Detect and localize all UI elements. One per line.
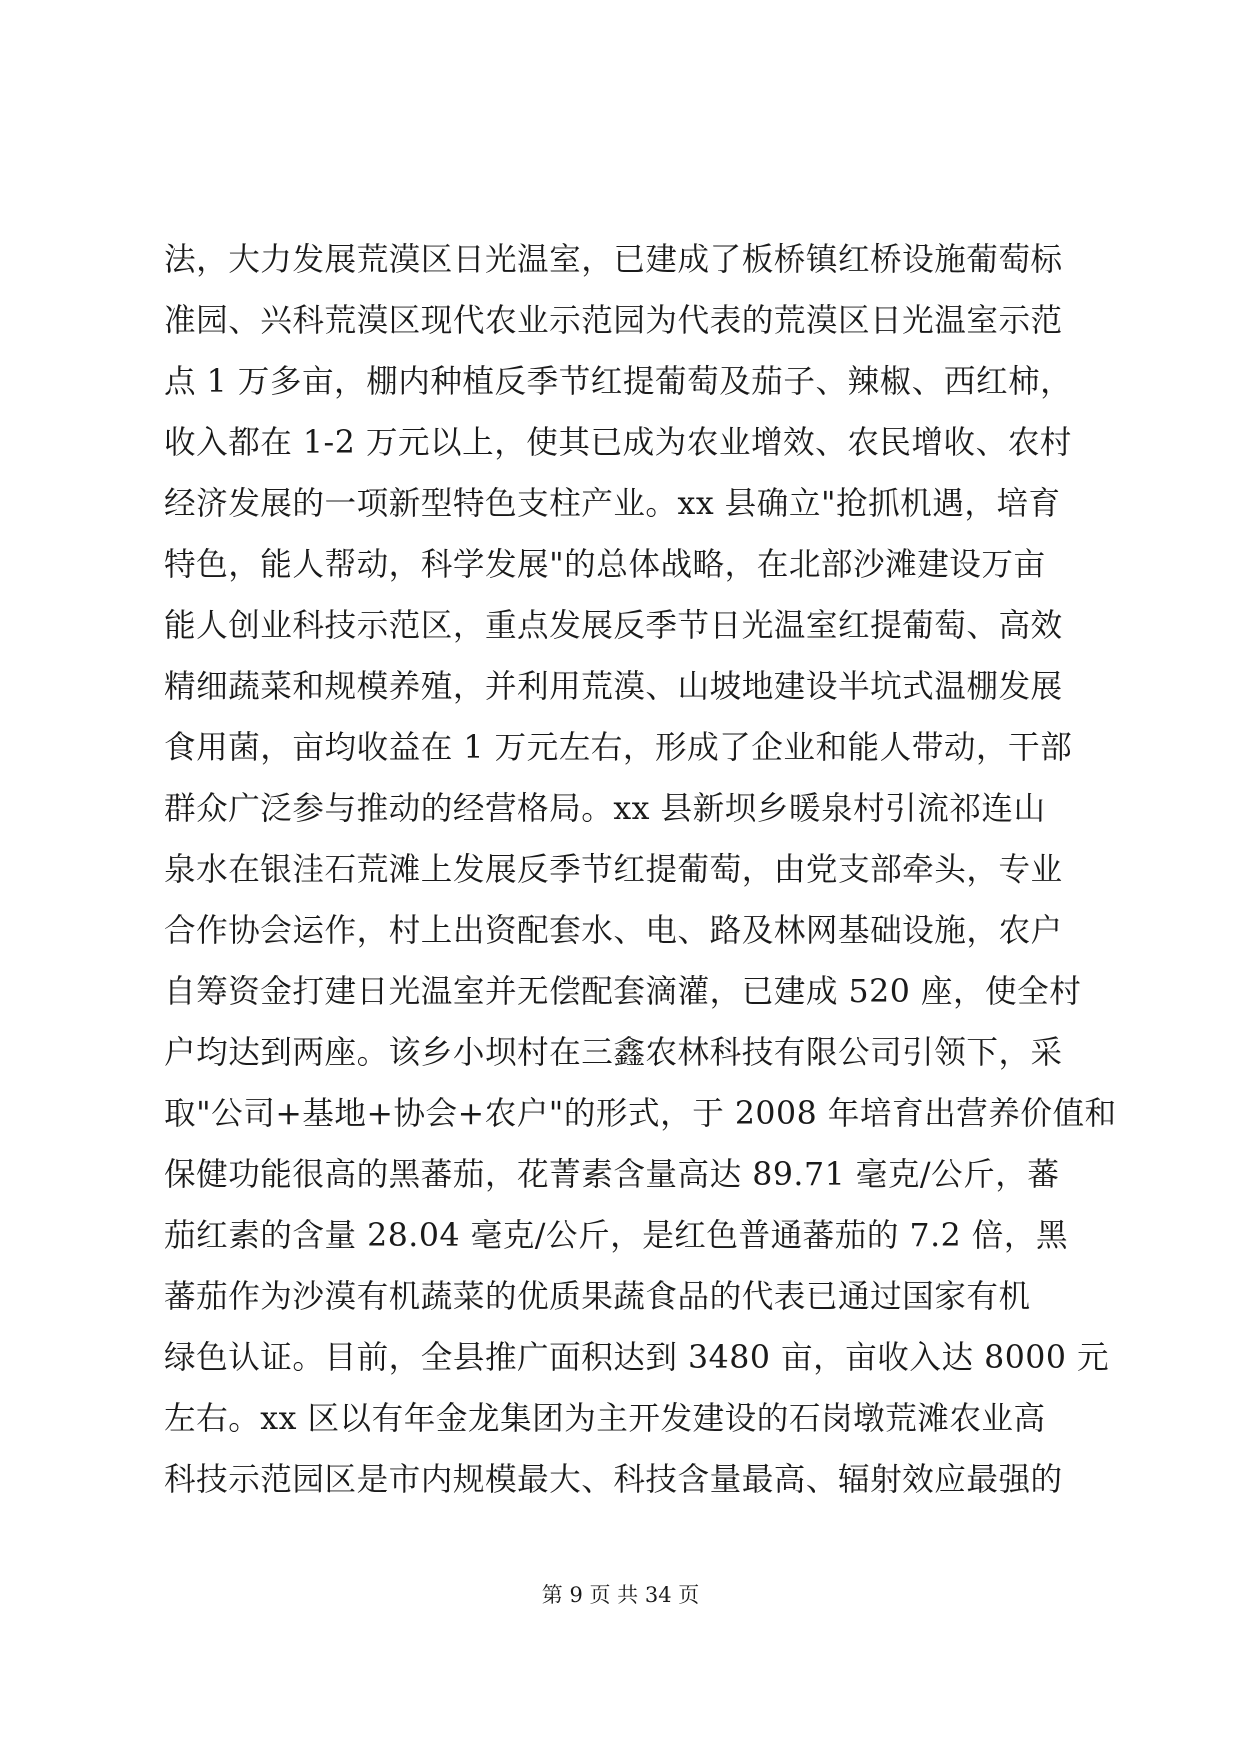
text-line: 经济发展的一项新型特色支柱产业。xx 县确立"抢抓机遇，培育 (164, 486, 1061, 522)
text-line: 保健功能很高的黑蕃茄，花菁素含量高达 89.71 毫克/公斤，蕃 (164, 1157, 1060, 1193)
text-line: 精细蔬菜和规模养殖，并利用荒漠、山坡地建设半坑式温棚发展 (164, 669, 1063, 705)
text-line: 点 1 万多亩，棚内种植反季节红提葡萄及茄子、辣椒、西红柿， (164, 364, 1073, 400)
text-line: 取"公司+基地+协会+农户"的形式，于 2008 年培育出营养价值和 (164, 1096, 1117, 1132)
text-line: 泉水在银洼石荒滩上发展反季节红提葡萄，由党支部牵头，专业 (164, 852, 1063, 888)
text-line: 准园、兴科荒漠区现代农业示范园为代表的荒漠区日光温室示范 (164, 303, 1063, 339)
text-line: 绿色认证。目前，全县推广面积达到 3480 亩，亩收入达 8000 元 (164, 1340, 1110, 1376)
text-line: 法，大力发展荒漠区日光温室，已建成了板桥镇红桥设施葡萄标 (164, 242, 1063, 278)
text-line: 左右。xx 区以有年金龙集团为主开发建设的石岗墩荒滩农业高 (164, 1401, 1046, 1437)
text-line: 户均达到两座。该乡小坝村在三鑫农林科技有限公司引领下，采 (164, 1035, 1063, 1071)
text-line: 茄红素的含量 28.04 毫克/公斤，是红色普通蕃茄的 7.2 倍，黑 (164, 1218, 1069, 1254)
text-line: 群众广泛参与推动的经营格局。xx 县新坝乡暖泉村引流祁连山 (164, 791, 1046, 827)
text-line: 蕃茄作为沙漠有机蔬菜的优质果蔬食品的代表已通过国家有机 (164, 1279, 1031, 1315)
text-line: 能人创业科技示范区，重点发展反季节日光温室红提葡萄、高效 (164, 608, 1063, 644)
text-line: 食用菌，亩均收益在 1 万元左右，形成了企业和能人带动，干部 (164, 730, 1073, 766)
page-number-footer: 第 9 页 共 34 页 (541, 1583, 700, 1607)
text-line: 特色，能人帮动，科学发展"的总体战略，在北部沙滩建设万亩 (164, 547, 1046, 583)
text-line: 自筹资金打建日光温室并无偿配套滴灌，已建成 520 座，使全村 (164, 974, 1082, 1010)
text-line: 科技示范园区是市内规模最大、科技含量最高、辐射效应最强的 (164, 1462, 1063, 1498)
text-line: 合作协会运作，村上出资配套水、电、路及林网基础设施，农户 (164, 913, 1063, 949)
text-line: 收入都在 1-2 万元以上，使其已成为农业增效、农民增收、农村 (164, 425, 1072, 461)
body-text (164, 230, 1117, 1511)
